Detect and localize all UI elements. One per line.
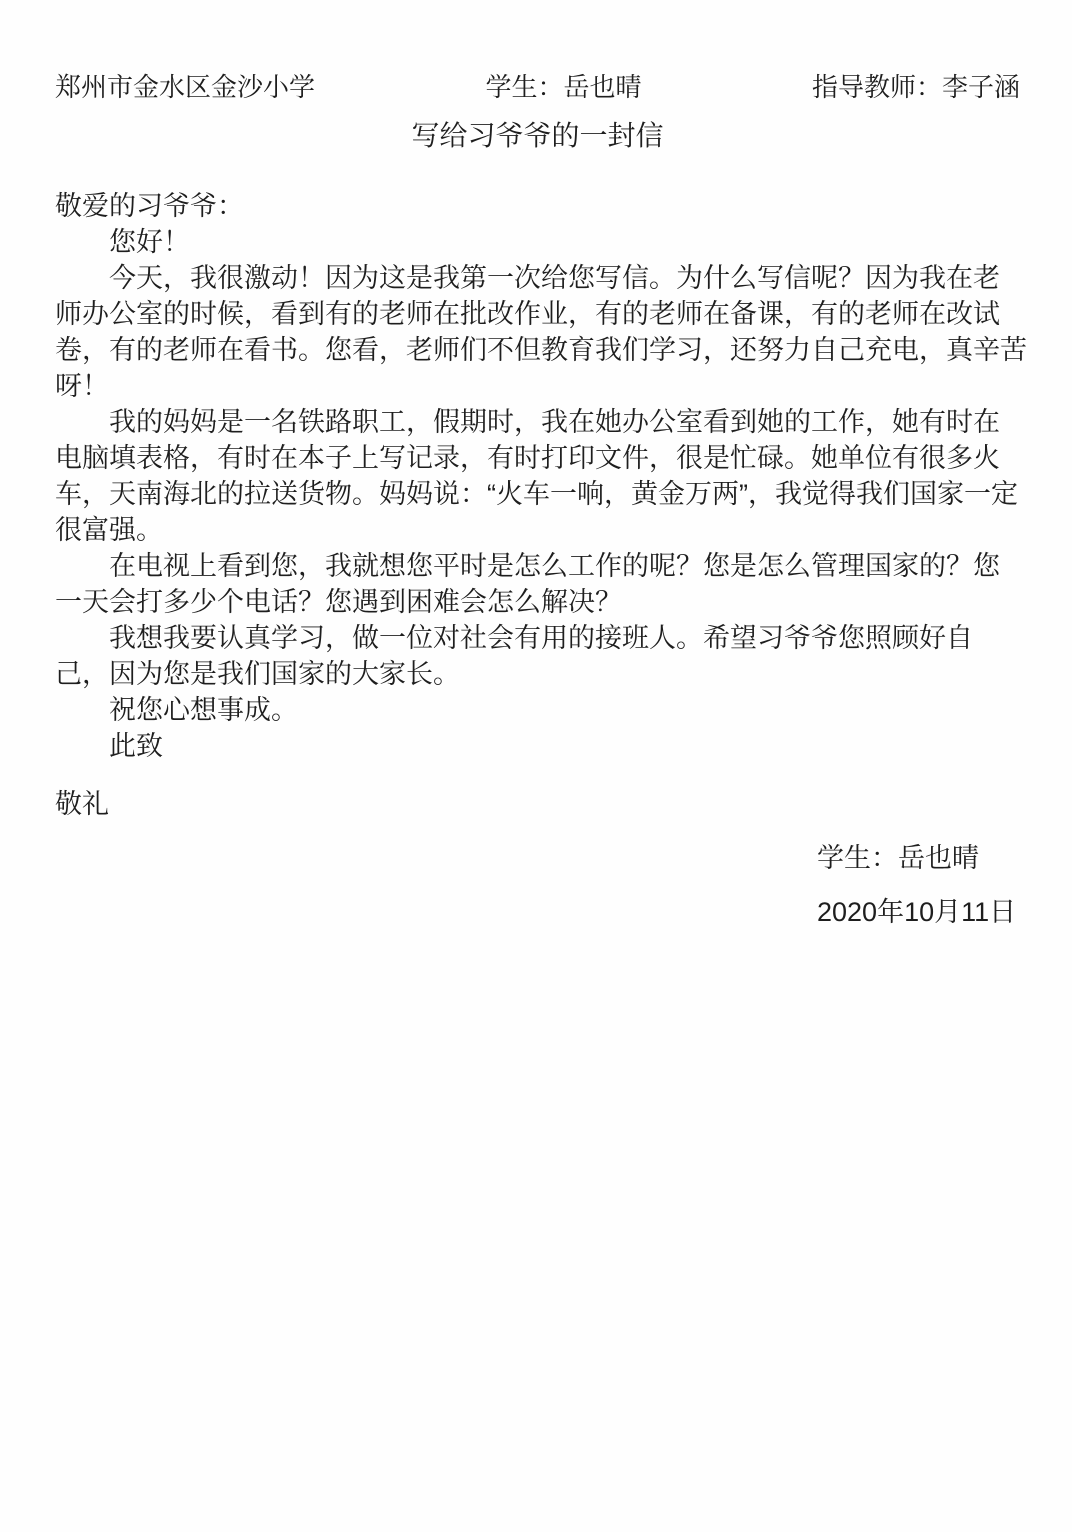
header-school: 郑州市金水区金沙小学 (55, 72, 316, 102)
letter-line: 电脑填表格，有时在本子上写记录，有时打印文件，很是忙碌。她单位有很多火 (55, 443, 1000, 473)
closing-respect: 敬礼 (55, 789, 109, 819)
letter-line: 很富强。 (55, 515, 163, 545)
signature-block (55, 840, 1020, 930)
letter-line: 呀！ (55, 371, 109, 401)
letter-line: 我的妈妈是一名铁路职工，假期时，我在她办公室看到她的工作，她有时在 (109, 407, 1000, 437)
letter-line: 师办公室的时候，看到有的老师在批改作业，有的老师在备课，有的老师在改试 (55, 299, 1000, 329)
letter-line: 祝您心想事成。 (109, 695, 298, 725)
letter-body (55, 188, 1027, 764)
letter-line: 今天，我很激动！因为这是我第一次给您写信。为什么写信呢？因为我在老 (109, 263, 1000, 293)
letter-line: 卷，有的老师在看书。您看，老师们不但教育我们学习，还努力自己充电，真辛苦 (55, 335, 1027, 365)
letter-line: 在电视上看到您，我就想您平时是怎么工作的呢？您是怎么管理国家的？您 (109, 551, 1000, 581)
page-title: 写给习爷爷的一封信 (411, 120, 664, 151)
letter-line: 敬爱的习爷爷： (55, 191, 244, 221)
letter-line: 此致 (109, 731, 163, 761)
doc-header (55, 70, 1020, 104)
letter-line: 一天会打多少个电话？您遇到困难会怎么解决？ (55, 587, 622, 617)
signature-date: 2020年10月11日 (817, 897, 1017, 927)
signature-student: 学生：岳也晴 (817, 843, 979, 873)
header-student: 学生：岳也晴 (485, 72, 642, 102)
letter-line: 车，天南海北的拉送货物。妈妈说：“火车一响，黄金万两”，我觉得我们国家一定 (55, 479, 1018, 509)
header-teacher: 指导教师：李子涵 (811, 72, 1020, 102)
letter-line: 您好！ (109, 227, 190, 257)
letter-line: 我想我要认真学习，做一位对社会有用的接班人。希望习爷爷您照顾好自 (109, 623, 973, 653)
letter-line: 己，因为您是我们国家的大家长。 (55, 659, 460, 689)
